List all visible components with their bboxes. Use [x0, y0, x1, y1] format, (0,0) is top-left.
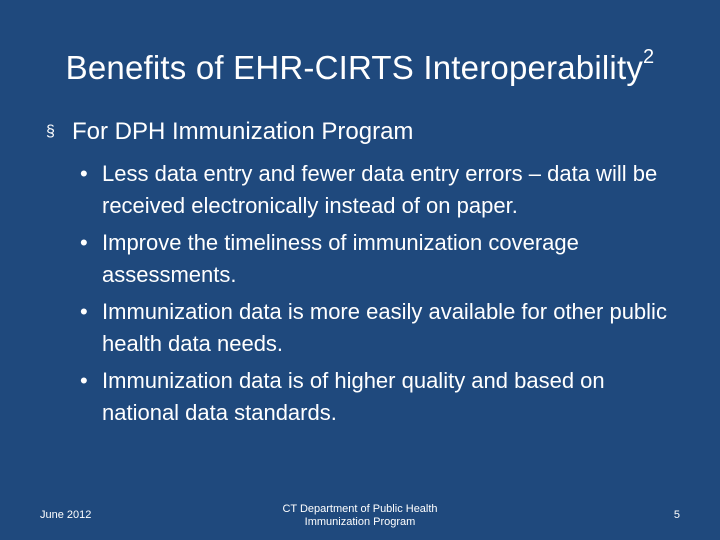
- slide-title: [0, 44, 720, 92]
- bullet-text: Improve the timeliness of immunization coverage assessments.: [102, 230, 579, 287]
- footer-date: June 2012: [40, 509, 92, 521]
- bullet-dot-icon: •: [80, 230, 88, 255]
- bullet-item: [80, 365, 687, 429]
- section-bullet-icon: §: [46, 123, 55, 140]
- footer-org-line2: Immunization Program: [304, 516, 416, 528]
- bullet-text: Immunization data is of higher quality and based on national data standards.: [102, 368, 605, 425]
- section-heading-row: [46, 112, 686, 152]
- bullet-text: Immunization data is more easily available for other public health data needs.: [102, 299, 667, 356]
- bullet-dot-icon: •: [80, 368, 88, 393]
- bullet-item: [80, 158, 687, 222]
- footer-org-line1: CT Department of Public Health: [282, 503, 438, 515]
- page-number: 5: [673, 509, 680, 521]
- section-heading: For DPH Immunization Program: [72, 118, 414, 145]
- bullet-text: Less data entry and fewer data entry errors – data will be received electronically instead of on paper.: [102, 161, 658, 218]
- bullet-item: [80, 296, 687, 360]
- slide-title-text: Benefits of EHR-CIRTS Interoperability: [65, 49, 644, 86]
- title-superscript: 2: [643, 46, 655, 68]
- bullet-dot-icon: •: [80, 161, 88, 186]
- bullet-list: [80, 158, 687, 434]
- bullet-item: [80, 227, 687, 291]
- footer-organization: [240, 503, 480, 529]
- bullet-dot-icon: •: [80, 299, 88, 324]
